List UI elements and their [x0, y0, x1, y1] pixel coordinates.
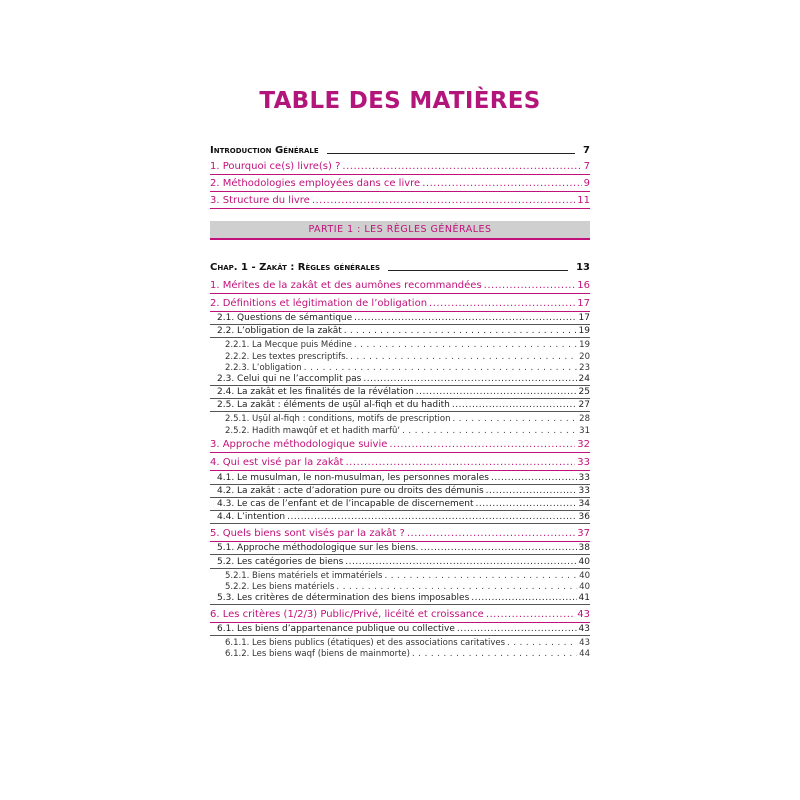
- toc-entry: [210, 623, 590, 636]
- toc-entry: [210, 412, 590, 424]
- toc-entry: [210, 192, 590, 209]
- dot-leader: [476, 500, 577, 510]
- toc-entry: [210, 175, 590, 192]
- dot-leader: [491, 474, 577, 484]
- entry-page: 11: [577, 195, 590, 206]
- entry-label: 4. Qui est visé par la zakât: [210, 457, 344, 469]
- entry-page: 7: [583, 145, 590, 156]
- entry-label: 5.3. Les critères de détermination des biens imposables: [217, 592, 470, 603]
- entry-page: 17: [578, 313, 590, 324]
- toc-entry: [210, 435, 590, 453]
- dot-leader: [350, 353, 577, 362]
- entry-page: 19: [579, 340, 590, 351]
- toc-entry: [210, 386, 590, 399]
- toc-entry: [210, 312, 590, 325]
- entry-page: 33: [578, 485, 590, 496]
- dot-leader: [363, 375, 576, 385]
- dot-leader: [457, 625, 577, 635]
- toc-entry: [210, 471, 590, 484]
- toc-entry: [210, 580, 590, 592]
- chapter-heading: [210, 259, 590, 273]
- dot-leader: [421, 544, 577, 554]
- entry-label: 4.2. La zakât : acte d’adoration pure ou droits des démunis: [217, 485, 484, 496]
- dot-leader: [429, 299, 575, 311]
- toc-entry: [210, 276, 590, 294]
- entry-page: 43: [579, 637, 590, 648]
- entry-page: 16: [577, 280, 590, 291]
- dot-leader: [407, 529, 575, 541]
- entry-page: 37: [577, 528, 590, 540]
- dot-leader: [344, 327, 577, 337]
- part-banner: PARTIE 1 : LES RÈGLES GÉNÉRALES: [210, 221, 590, 240]
- dot-leader: [452, 401, 577, 411]
- entry-label: Introduction Générale: [210, 145, 319, 156]
- entry-label: 3. Structure du livre: [210, 195, 310, 206]
- entry-label: 5.1. Approche méthodologique sur les biens.: [217, 543, 419, 554]
- entry-page: 7: [583, 161, 590, 172]
- entry-page: 9: [583, 178, 590, 189]
- entry-label: 1. Mérites de la zakât et des aumônes recommandées: [210, 280, 482, 291]
- entry-label: 5.2.1. Biens matériels et immatériels: [225, 570, 383, 581]
- dot-leader: [345, 458, 575, 470]
- entry-label: 2.5.1. Uṣūl al-fiqh : conditions, motifs de prescription: [225, 414, 451, 425]
- dot-leader: [402, 427, 577, 436]
- toc-entry: [210, 498, 590, 511]
- entry-label: 4.4. L’intention: [217, 512, 286, 523]
- entry-page: 34: [578, 499, 590, 509]
- dot-leader: [336, 583, 577, 592]
- dot-leader: [354, 341, 577, 350]
- toc-entry: [210, 350, 590, 362]
- toc-entry: [210, 592, 590, 605]
- chapter-section: [210, 259, 590, 659]
- entry-label: 2. Méthodologies employées dans ce livre: [210, 178, 421, 189]
- entry-page: 40: [579, 582, 590, 593]
- dot-leader: [354, 314, 576, 324]
- chapter-entries: [210, 276, 590, 659]
- entry-page: 44: [579, 649, 590, 660]
- entry-page: 13: [576, 262, 590, 273]
- dot-leader: [507, 639, 577, 648]
- toc-entry: [210, 424, 590, 436]
- dot-leader: [345, 558, 576, 568]
- entry-page: 32: [577, 439, 590, 451]
- entry-page: 33: [578, 472, 590, 483]
- dot-leader: [304, 364, 577, 373]
- entry-page: 27: [578, 400, 590, 411]
- entry-page: 17: [577, 298, 590, 309]
- entry-page: 25: [578, 387, 590, 398]
- toc-entry: [210, 647, 590, 659]
- dot-leader: [412, 650, 577, 659]
- entry-label: 2.5. La zakât : éléments de uṣūl al-fiqh et du hadith: [217, 400, 450, 411]
- entry-label: 2.4. La zakât et les finalités de la révélation: [217, 387, 414, 398]
- dot-leader: [342, 162, 581, 174]
- dot-leader: [486, 487, 577, 497]
- entry-label: 2.2.1. La Mecque puis Médine: [225, 340, 352, 351]
- entry-label: 5.2. Les catégories de biens: [217, 556, 344, 567]
- entry-page: 43: [578, 623, 590, 634]
- toc-entry: [210, 569, 590, 581]
- toc-entry: [210, 325, 590, 338]
- toc-entry: [210, 485, 590, 498]
- dot-leader: [486, 610, 575, 622]
- entry-label: 4.1. Le musulman, le non-musulman, les personnes morales: [217, 472, 489, 483]
- entry-label: 4.3. Le cas de l’enfant et de l’incapable de discernement: [217, 499, 474, 509]
- toc-entry: [210, 338, 590, 350]
- toc-page: [210, 86, 590, 659]
- entry-page: 31: [579, 425, 590, 436]
- dot-leader: [312, 196, 575, 208]
- dot-leader: [416, 388, 577, 398]
- entry-page: 41: [578, 592, 590, 603]
- toc-entry: [210, 636, 590, 648]
- entry-page: 28: [579, 414, 590, 425]
- toc-entry: [210, 605, 590, 623]
- dot-leader: [384, 572, 577, 581]
- intro-heading: [210, 142, 590, 156]
- entry-label: 2.3. Celui qui ne l’accomplit pas: [217, 374, 362, 385]
- toc-entry: [210, 361, 590, 373]
- leader-line: [388, 270, 568, 271]
- entry-label: 2.2.2. Les textes prescriptifs.: [225, 351, 349, 362]
- entry-page: 33: [577, 457, 590, 469]
- entry-label: 2. Définitions et légitimation de l’obligation: [210, 298, 428, 309]
- entry-page: 20: [579, 351, 590, 362]
- toc-entry: [210, 373, 590, 386]
- entry-label: 6.1.2. Les biens waqf (biens de mainmorte): [225, 649, 410, 660]
- toc-entry: [210, 294, 590, 312]
- toc-entry: [210, 453, 590, 471]
- entry-label: 3. Approche méthodologique suivie: [210, 439, 388, 451]
- entry-label: 5.2.2. Les biens matériels: [225, 582, 335, 593]
- entry-page: 43: [577, 608, 590, 620]
- intro-section: [210, 142, 590, 209]
- dot-leader: [287, 513, 576, 523]
- dot-leader: [453, 415, 578, 424]
- entry-page: 23: [579, 363, 590, 374]
- entry-page: 40: [578, 556, 590, 567]
- entry-page: 19: [578, 326, 590, 337]
- entry-label: 6.1.1. Les biens publics (étatiques) et des associations caritatives: [225, 637, 506, 648]
- dot-leader: [471, 594, 576, 604]
- entry-page: 36: [578, 512, 590, 523]
- entry-label: 2.2.3. L’obligation: [225, 363, 302, 374]
- entry-label: 6.1. Les biens d’appartenance publique ou collective: [217, 623, 455, 634]
- entry-label: 2.5.2. Hadith mawqûf et et hadith marfû‘: [225, 425, 401, 436]
- page-title: TABLE DES MATIÈRES: [259, 88, 541, 114]
- toc-entry: [210, 511, 590, 524]
- entry-label: 2.2. L’obligation de la zakât: [217, 326, 342, 337]
- dot-leader: [422, 179, 581, 191]
- entry-label: 1. Pourquoi ce(s) livre(s) ?: [210, 161, 341, 172]
- entry-label: 2.1. Questions de sémantique: [217, 313, 353, 324]
- entry-label: Chap. 1 - Zakât : Règles générales: [210, 262, 381, 273]
- toc-entry: [210, 542, 590, 555]
- dot-leader: [484, 281, 576, 293]
- entry-label: 5. Quels biens sont visés par la zakât ?: [210, 528, 405, 540]
- entry-label: 6. Les critères (1/2/3) Public/Privé, licéité et croissance: [210, 608, 484, 620]
- dot-leader: [389, 440, 575, 452]
- toc-entry: [210, 555, 590, 568]
- entry-page: 40: [579, 570, 590, 581]
- leader-line: [327, 153, 575, 154]
- toc-entry: [210, 158, 590, 175]
- toc-entry: [210, 399, 590, 412]
- toc-entry: [210, 524, 590, 542]
- entry-page: 24: [578, 374, 590, 385]
- entry-page: 38: [578, 543, 590, 554]
